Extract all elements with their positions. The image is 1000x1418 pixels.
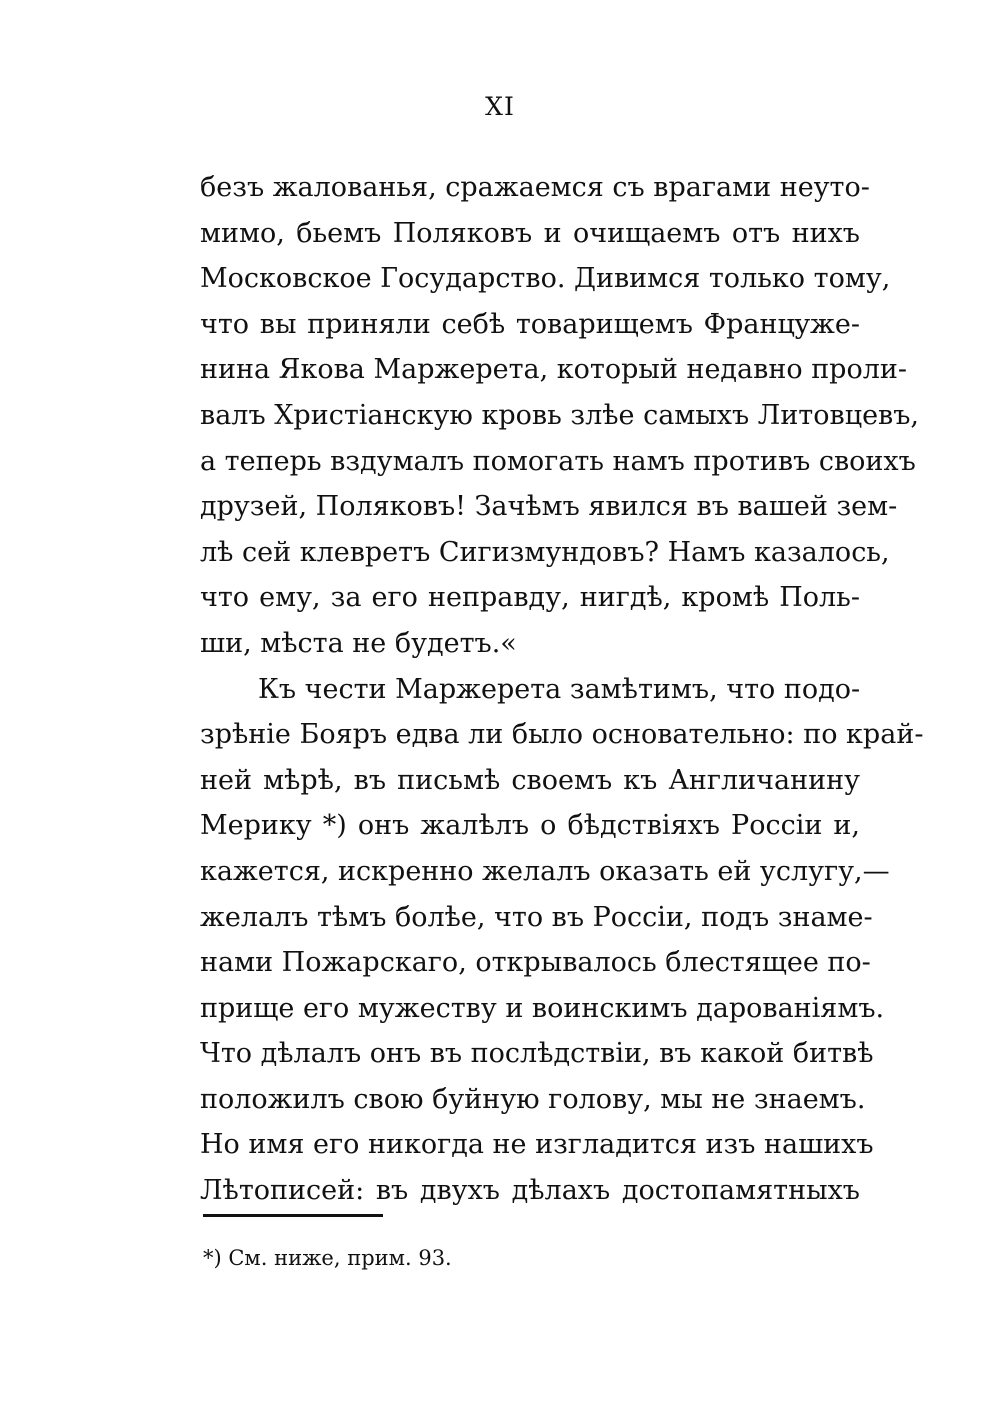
text-line: что ему, за его неправду, нигдѣ, кромѣ Поль- bbox=[200, 582, 860, 614]
text-line: безъ жалованья, сражаемся съ врагами неуто- bbox=[200, 172, 870, 203]
text-line: а теперь вздумалъ помогать намъ противъ своихъ bbox=[200, 445, 916, 477]
footnote: *) См. ниже, прим. 93. bbox=[203, 1246, 452, 1270]
text-line: мимо, бьемъ Поляковъ и очищаемъ отъ нихъ bbox=[200, 217, 860, 249]
text-line: Къ чести Маржерета замѣтимъ, что подо- bbox=[258, 673, 861, 705]
footnote-rule bbox=[203, 1214, 383, 1217]
text-line: ней мѣрѣ, въ письмѣ своемъ къ Англичанину bbox=[200, 764, 860, 796]
text-line: Что дѣлалъ онъ въ послѣдствіи, въ какой битвѣ bbox=[200, 1038, 874, 1070]
text-line: ши, мѣста не будетъ.« bbox=[200, 627, 517, 659]
text-line: желалъ тѣмъ болѣе, что въ Россіи, подъ знаме- bbox=[200, 901, 873, 933]
text-line: положилъ свою буйную голову, мы не знаемъ. bbox=[200, 1083, 866, 1115]
text-line: Мерику *) онъ жалѣлъ о бѣдствіяхъ Россіи и, bbox=[200, 810, 860, 842]
text-line: прище его мужеству и воинскимъ дарованіямъ. bbox=[200, 992, 885, 1024]
text-line: зрѣніе Бояръ едва ли было основательно: по край- bbox=[200, 719, 924, 751]
text-line: что вы приняли себѣ товарищемъ Францyже- bbox=[200, 308, 860, 340]
text-line: Но имя его никогда не изгладится изъ нашихъ bbox=[200, 1129, 874, 1161]
text-line: кажется, искренно желалъ оказать ей услугу,— bbox=[200, 855, 890, 887]
text-line: Лѣтописей: въ двухъ дѣлахъ достопамятныхъ bbox=[200, 1175, 860, 1207]
page-number: XI bbox=[485, 92, 515, 121]
text-line: Московское Государство. Дивимся только тому, bbox=[200, 263, 891, 295]
text-line: нина Якова Маржерета, который недавно проли- bbox=[200, 354, 907, 386]
body-text bbox=[200, 165, 924, 1214]
text-line: лѣ сей клевретъ Сигизмундовъ? Намъ казалось, bbox=[200, 536, 890, 568]
text-line: нами Пожарскаго, открывалось блестящее по- bbox=[200, 947, 871, 979]
text-line: друзей, Поляковъ! Зачѣмъ явился въ вашей зем- bbox=[200, 491, 898, 523]
text-line: валъ Христіанскую кровь злѣе самыхъ Литовцевъ, bbox=[200, 399, 920, 431]
